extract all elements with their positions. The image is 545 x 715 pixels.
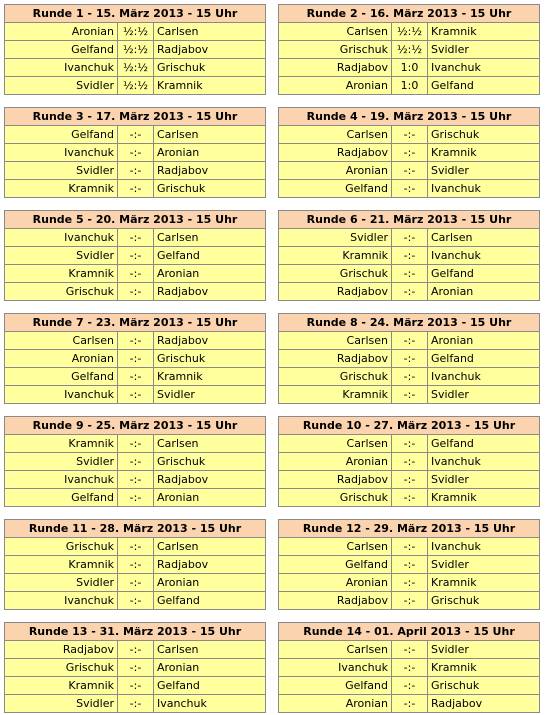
match-row [5,471,265,489]
match-result: -:- [118,556,154,573]
home-player: Ivanchuk [5,386,118,403]
match-result: -:- [118,180,154,197]
away-player: Radjabov [157,473,209,486]
match-result: -:- [118,386,154,403]
home-player: Gelfand [5,41,118,58]
away-player: Grischuk [431,594,480,607]
away-player: Kramnik [157,370,203,383]
match-row [5,677,265,695]
away-player: Carlsen [157,128,199,141]
home-player: Gelfand [5,126,118,143]
match-row [279,677,539,695]
match-row [5,489,265,506]
home-player: Grischuk [5,283,118,300]
home-player: Svidler [5,695,118,712]
away-player: Kramnik [431,491,477,504]
match-result: ½:½ [392,41,428,58]
home-player: Kramnik [279,247,392,264]
home-player: Svidler [5,162,118,179]
away-player: Grischuk [431,679,480,692]
round-title: Runde 6 - 21. März 2013 - 15 Uhr [279,211,539,229]
away-player: Ivanchuk [431,249,481,262]
match-result: -:- [392,265,428,282]
match-result: -:- [118,229,154,246]
match-result: ½:½ [118,77,154,94]
home-player: Gelfand [279,556,392,573]
match-row [279,641,539,659]
match-result: -:- [392,556,428,573]
match-row [5,556,265,574]
away-player: Radjabov [157,43,209,56]
away-player: Grischuk [157,61,206,74]
match-result: -:- [118,695,154,712]
away-player: Aronian [157,146,200,159]
home-player: Carlsen [279,538,392,555]
away-player: Radjabov [157,334,209,347]
home-player: Aronian [279,695,392,712]
away-player: Gelfand [431,352,474,365]
match-result: -:- [118,471,154,488]
match-row [5,59,265,77]
away-player: Kramnik [157,79,203,92]
match-result: -:- [392,677,428,694]
round-title: Runde 9 - 25. März 2013 - 15 Uhr [5,417,265,435]
away-player: Gelfand [157,249,200,262]
match-row [5,574,265,592]
round-table [4,622,266,713]
home-player: Aronian [279,453,392,470]
match-result: -:- [392,332,428,349]
away-player: Aronian [157,267,200,280]
home-player: Gelfand [5,489,118,506]
match-row [5,126,265,144]
round-table [278,519,540,610]
match-row [279,59,539,77]
match-row [5,265,265,283]
match-row [279,126,539,144]
away-player: Kramnik [431,661,477,674]
round-table [4,4,266,95]
round-table [278,4,540,95]
home-player: Kramnik [279,386,392,403]
home-player: Carlsen [279,641,392,658]
home-player: Carlsen [279,332,392,349]
match-row [279,332,539,350]
match-row [279,659,539,677]
away-player: Ivanchuk [431,61,481,74]
home-player: Ivanchuk [279,659,392,676]
match-result: -:- [392,386,428,403]
match-row [279,435,539,453]
home-player: Ivanchuk [5,592,118,609]
match-result: -:- [392,180,428,197]
match-result: -:- [118,435,154,452]
round-title: Runde 7 - 23. März 2013 - 15 Uhr [5,314,265,332]
match-row [279,489,539,506]
away-player: Svidler [431,43,469,56]
home-player: Kramnik [5,265,118,282]
match-result: -:- [118,247,154,264]
match-row [5,144,265,162]
home-player: Ivanchuk [5,59,118,76]
round-table [278,107,540,198]
home-player: Radjabov [279,283,392,300]
round-title: Runde 11 - 28. März 2013 - 15 Uhr [5,520,265,538]
match-result: -:- [392,368,428,385]
match-row [5,283,265,300]
away-player: Gelfand [431,437,474,450]
match-row [5,41,265,59]
away-player: Svidler [431,558,469,571]
match-row [279,592,539,609]
away-player: Aronian [157,491,200,504]
away-player: Aronian [431,334,474,347]
round-title: Runde 3 - 17. März 2013 - 15 Uhr [5,108,265,126]
match-row [279,283,539,300]
away-player: Carlsen [157,643,199,656]
away-player: Grischuk [157,182,206,195]
match-result: -:- [118,350,154,367]
match-row [5,368,265,386]
match-row [279,77,539,94]
away-player: Svidler [431,164,469,177]
match-row [279,574,539,592]
match-row [5,386,265,403]
match-row [279,162,539,180]
away-player: Kramnik [431,25,477,38]
match-row [279,538,539,556]
round-table [278,416,540,507]
away-player: Carlsen [157,25,199,38]
match-result: -:- [392,435,428,452]
away-player: Carlsen [431,231,473,244]
match-result: -:- [118,453,154,470]
match-result: -:- [392,659,428,676]
match-row [5,350,265,368]
home-player: Carlsen [279,126,392,143]
away-player: Carlsen [157,231,199,244]
home-player: Radjabov [279,59,392,76]
home-player: Radjabov [5,641,118,658]
away-player: Grischuk [157,455,206,468]
match-result: -:- [392,695,428,712]
round-table [4,210,266,301]
match-row [279,247,539,265]
match-result: -:- [392,283,428,300]
match-row [5,659,265,677]
home-player: Ivanchuk [5,144,118,161]
home-player: Svidler [5,247,118,264]
home-player: Grischuk [279,41,392,58]
match-result: -:- [118,659,154,676]
match-result: 1:0 [392,59,428,76]
round-title: Runde 14 - 01. April 2013 - 15 Uhr [279,623,539,641]
away-player: Gelfand [431,79,474,92]
match-row [5,77,265,94]
round-table [278,622,540,713]
match-row [279,23,539,41]
round-title: Runde 4 - 19. März 2013 - 15 Uhr [279,108,539,126]
match-row [5,592,265,609]
away-player: Carlsen [157,437,199,450]
home-player: Grischuk [5,538,118,555]
match-result: -:- [392,247,428,264]
home-player: Carlsen [5,332,118,349]
match-row [5,332,265,350]
away-player: Kramnik [431,576,477,589]
match-result: -:- [118,126,154,143]
match-result: -:- [118,489,154,506]
match-result: -:- [118,144,154,161]
match-result: ½:½ [118,41,154,58]
round-title: Runde 5 - 20. März 2013 - 15 Uhr [5,211,265,229]
round-title: Runde 1 - 15. März 2013 - 15 Uhr [5,5,265,23]
away-player: Svidler [157,388,195,401]
away-player: Ivanchuk [157,697,207,710]
away-player: Svidler [431,643,469,656]
home-player: Aronian [5,23,118,40]
away-player: Ivanchuk [431,455,481,468]
away-player: Radjabov [431,697,483,710]
match-row [5,180,265,197]
match-result: -:- [118,162,154,179]
match-result: -:- [118,641,154,658]
home-player: Carlsen [279,435,392,452]
match-result: -:- [392,350,428,367]
match-row [5,695,265,712]
away-player: Grischuk [431,128,480,141]
match-result: ½:½ [392,23,428,40]
round-table [4,313,266,404]
match-result: -:- [118,368,154,385]
match-row [5,23,265,41]
home-player: Aronian [279,162,392,179]
home-player: Svidler [279,229,392,246]
home-player: Aronian [5,350,118,367]
home-player: Gelfand [279,677,392,694]
match-result: -:- [392,144,428,161]
home-player: Grischuk [5,659,118,676]
round-table [4,519,266,610]
home-player: Svidler [5,453,118,470]
away-player: Radjabov [157,285,209,298]
home-player: Kramnik [5,435,118,452]
match-result: -:- [392,489,428,506]
match-result: -:- [392,641,428,658]
match-row [279,453,539,471]
round-table [4,416,266,507]
match-result: -:- [118,677,154,694]
match-result: -:- [392,592,428,609]
home-player: Grischuk [279,489,392,506]
away-player: Carlsen [157,540,199,553]
match-result: -:- [118,592,154,609]
round-table [278,313,540,404]
round-table [278,210,540,301]
home-player: Grischuk [279,368,392,385]
home-player: Kramnik [5,677,118,694]
away-player: Kramnik [431,146,477,159]
match-result: ½:½ [118,23,154,40]
home-player: Aronian [279,77,392,94]
match-result: -:- [118,332,154,349]
match-row [5,247,265,265]
away-player: Grischuk [157,352,206,365]
match-row [279,471,539,489]
round-title: Runde 2 - 16. März 2013 - 15 Uhr [279,5,539,23]
match-row [279,229,539,247]
home-player: Aronian [279,574,392,591]
match-row [279,368,539,386]
away-player: Aronian [157,576,200,589]
away-player: Gelfand [157,679,200,692]
match-result: -:- [118,283,154,300]
home-player: Ivanchuk [5,229,118,246]
home-player: Kramnik [5,180,118,197]
home-player: Radjabov [279,144,392,161]
match-result: -:- [118,574,154,591]
home-player: Gelfand [5,368,118,385]
round-title: Runde 10 - 27. März 2013 - 15 Uhr [279,417,539,435]
away-player: Svidler [431,388,469,401]
match-result: -:- [118,538,154,555]
match-row [5,435,265,453]
away-player: Aronian [431,285,474,298]
match-row [5,641,265,659]
match-row [279,386,539,403]
away-player: Svidler [431,473,469,486]
match-result: 1:0 [392,77,428,94]
home-player: Gelfand [279,180,392,197]
match-row [279,556,539,574]
round-title: Runde 8 - 24. März 2013 - 15 Uhr [279,314,539,332]
round-title: Runde 13 - 31. März 2013 - 15 Uhr [5,623,265,641]
home-player: Grischuk [279,265,392,282]
round-table [4,107,266,198]
match-row [279,41,539,59]
match-result: ½:½ [118,59,154,76]
match-row [279,180,539,197]
away-player: Radjabov [157,558,209,571]
match-result: -:- [392,538,428,555]
away-player: Gelfand [431,267,474,280]
home-player: Kramnik [5,556,118,573]
match-row [5,162,265,180]
match-result: -:- [392,162,428,179]
away-player: Ivanchuk [431,370,481,383]
away-player: Aronian [157,661,200,674]
home-player: Ivanchuk [5,471,118,488]
match-row [5,229,265,247]
away-player: Ivanchuk [431,540,481,553]
match-result: -:- [392,471,428,488]
home-player: Radjabov [279,350,392,367]
match-result: -:- [392,574,428,591]
away-player: Ivanchuk [431,182,481,195]
match-result: -:- [118,265,154,282]
match-row [279,144,539,162]
home-player: Radjabov [279,471,392,488]
match-row [279,695,539,712]
match-result: -:- [392,229,428,246]
match-result: -:- [392,126,428,143]
away-player: Radjabov [157,164,209,177]
match-result: -:- [392,453,428,470]
match-row [5,538,265,556]
match-row [5,453,265,471]
round-title: Runde 12 - 29. März 2013 - 15 Uhr [279,520,539,538]
match-row [279,350,539,368]
home-player: Svidler [5,77,118,94]
away-player: Gelfand [157,594,200,607]
home-player: Svidler [5,574,118,591]
match-row [279,265,539,283]
home-player: Radjabov [279,592,392,609]
home-player: Carlsen [279,23,392,40]
